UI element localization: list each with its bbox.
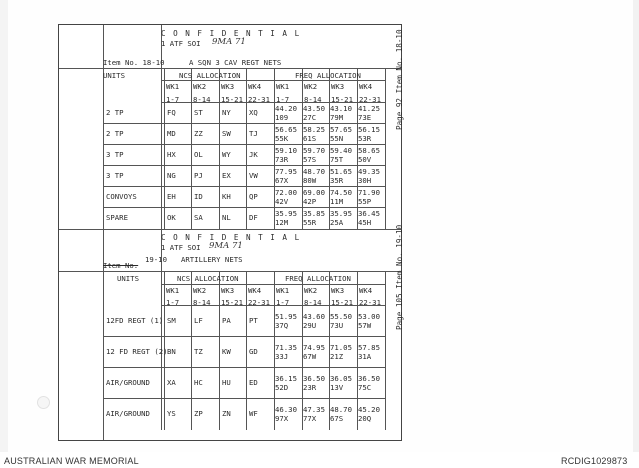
page-edge-right — [633, 0, 639, 452]
frequency-code: 53R — [358, 134, 372, 143]
frequency-code: 55N — [330, 134, 344, 143]
ncs-callsign: ID — [194, 192, 203, 201]
frequency-value: 48.70 — [330, 405, 352, 414]
frequency-value: 45.20 — [358, 405, 380, 414]
frequency-code: 21Z — [330, 352, 344, 361]
frequency-code: 52D — [275, 383, 289, 392]
frequency-code: 29U — [303, 321, 317, 330]
frequency-code: 45H — [358, 218, 372, 227]
ncs-callsign: ST — [194, 108, 203, 117]
frequency-code: 55R — [303, 218, 317, 227]
unit-name: AIR/GROUND — [106, 378, 150, 387]
ncs-callsign: FQ — [167, 108, 176, 117]
ncs-week-label: WK3 — [221, 286, 235, 295]
ncs-callsign: HU — [222, 378, 231, 387]
freq-day-range: 15-21 — [331, 95, 353, 104]
handwritten-date-1: 9MA 71 — [212, 37, 246, 47]
ncs-callsign: OK — [167, 213, 176, 222]
row-divider-line — [103, 207, 385, 208]
frequency-code: 20Q — [358, 414, 372, 423]
frequency-code: 23R — [303, 383, 317, 392]
frequency-value: 58.25 — [303, 125, 325, 134]
ncs-callsign: PA — [222, 316, 231, 325]
frequency-value: 49.35 — [358, 167, 380, 176]
frequency-code: 30H — [358, 176, 372, 185]
grid-vertical-line — [385, 271, 386, 430]
frequency-value: 36.15 — [275, 374, 297, 383]
frequency-value: 36.50 — [358, 374, 380, 383]
ncs-week-label: WK1 — [166, 82, 180, 91]
ncs-callsign: VW — [249, 171, 258, 180]
grid-vertical-line — [191, 68, 192, 229]
grid-vertical-line — [219, 68, 220, 229]
frequency-value: 72.00 — [275, 188, 297, 197]
frequency-code: 55K — [275, 134, 289, 143]
handwritten-date-2: 9MA 71 — [209, 241, 243, 251]
freq-week-label: WK1 — [276, 286, 290, 295]
grid-vertical-line — [161, 68, 162, 229]
unit-name: 2 TP — [106, 129, 124, 138]
ncs-week-label: WK2 — [193, 286, 207, 295]
frequency-code: 75C — [358, 383, 372, 392]
unit-name: AIR/GROUND — [106, 409, 150, 418]
frequency-code: 37Q — [275, 321, 289, 330]
item-label-struck-2: Item No. — [103, 261, 139, 270]
frequency-code: 57W — [358, 321, 372, 330]
frequency-code: 61S — [303, 134, 317, 143]
ncs-callsign: QP — [249, 192, 258, 201]
frequency-value: 71.90 — [358, 188, 380, 197]
ncs-allocation-header-2: NCS ALLOCATION — [177, 274, 239, 283]
punch-hole — [37, 396, 50, 409]
frequency-code: 33J — [275, 352, 289, 361]
freq-day-range: 22-31 — [359, 95, 381, 104]
ncs-week-label: WK4 — [248, 82, 262, 91]
freq-week-label: WK2 — [304, 286, 318, 295]
confidential-header-1: C O N F I D E N T I A L — [161, 29, 301, 38]
ncs-callsign: TZ — [194, 347, 203, 356]
ncs-day-range: 8-14 — [193, 298, 211, 307]
ncs-day-range: 22-31 — [248, 95, 270, 104]
ncs-callsign: KW — [222, 347, 231, 356]
grid-vertical-line — [103, 25, 104, 440]
ncs-callsign: ZN — [222, 409, 231, 418]
row-divider-line — [103, 123, 385, 124]
row-divider-line — [103, 144, 385, 145]
ncs-day-range: 1-7 — [166, 298, 180, 307]
ncs-day-range: 1-7 — [166, 95, 180, 104]
ncs-callsign: EX — [222, 171, 231, 180]
ncs-callsign: LF — [194, 316, 203, 325]
freq-day-range: 8-14 — [304, 95, 322, 104]
frequency-value: 74.50 — [330, 188, 352, 197]
freq-allocation-header-2: FREQ ALLOCATION — [285, 274, 351, 283]
ncs-week-label: WK2 — [193, 82, 207, 91]
row-divider-line — [103, 367, 385, 368]
frequency-code: 67S — [330, 414, 344, 423]
unit-name: 3 TP — [106, 150, 124, 159]
frequency-value: 56.65 — [275, 125, 297, 134]
row-divider-line — [103, 398, 385, 399]
frequency-code: 67X — [275, 176, 289, 185]
grid-vertical-line — [219, 271, 220, 430]
frequency-code: 80W — [303, 176, 317, 185]
freq-week-label: WK4 — [359, 286, 373, 295]
ncs-callsign: BN — [167, 347, 176, 356]
ncs-callsign: NY — [222, 108, 231, 117]
frequency-value: 55.50 — [330, 312, 352, 321]
grid-vertical-line — [246, 271, 247, 430]
frequency-code: 55P — [358, 197, 372, 206]
ncs-callsign: ZP — [194, 409, 203, 418]
soi-label-2: 1 ATF SOI — [161, 243, 201, 252]
freq-day-range: 22-31 — [359, 298, 381, 307]
ncs-week-label: WK1 — [166, 286, 180, 295]
margin-annotation-lower: Page 105 Item No. 19-10 — [395, 224, 404, 330]
footer-record-id: RCDIG1029873 — [561, 456, 628, 466]
ncs-callsign: HC — [194, 378, 203, 387]
frequency-value: 57.85 — [358, 343, 380, 352]
grid-horizontal-line — [59, 271, 401, 272]
frequency-value: 58.65 — [358, 146, 380, 155]
ncs-callsign: NL — [222, 213, 231, 222]
frequency-value: 51.65 — [330, 167, 352, 176]
frequency-value: 53.00 — [358, 312, 380, 321]
frequency-value: 48.70 — [303, 167, 325, 176]
ncs-callsign: PT — [249, 316, 258, 325]
grid-vertical-line — [191, 271, 192, 430]
freq-day-range: 1-7 — [276, 95, 290, 104]
ncs-callsign: EH — [167, 192, 176, 201]
section-title-1: A SQN 3 CAV REGT NETS — [189, 58, 282, 67]
frequency-value: 47.35 — [303, 405, 325, 414]
ncs-callsign: KH — [222, 192, 231, 201]
ncs-callsign: OL — [194, 150, 203, 159]
frequency-value: 41.25 — [358, 104, 380, 113]
unit-name: SPARE — [106, 213, 128, 222]
frequency-value: 59.70 — [303, 146, 325, 155]
ncs-callsign: YS — [167, 409, 176, 418]
footer-source-label: AUSTRALIAN WAR MEMORIAL — [4, 456, 139, 466]
unit-name: 3 TP — [106, 171, 124, 180]
frequency-code: 57S — [303, 155, 317, 164]
frequency-code: 75T — [330, 155, 344, 164]
soi-label-1: 1 ATF SOI — [161, 39, 201, 48]
frequency-code: 42V — [275, 197, 289, 206]
frequency-code: 27C — [303, 113, 317, 122]
ncs-callsign: WF — [249, 409, 258, 418]
freq-allocation-header-1: FREQ ALLOCATION — [295, 71, 361, 80]
ncs-callsign: JK — [249, 150, 258, 159]
frequency-code: 31A — [358, 352, 372, 361]
grid-horizontal-line — [161, 80, 385, 81]
ncs-callsign: DF — [249, 213, 258, 222]
unit-name: CONVOYS — [106, 192, 137, 201]
frequency-value: 77.95 — [275, 167, 297, 176]
section-divider-line — [59, 229, 401, 230]
frequency-value: 36.50 — [303, 374, 325, 383]
frequency-code: 73U — [330, 321, 344, 330]
ncs-week-label: WK3 — [221, 82, 235, 91]
frequency-value: 43.50 — [303, 104, 325, 113]
ncs-day-range: 22-31 — [248, 298, 270, 307]
ncs-day-range: 8-14 — [193, 95, 211, 104]
ncs-callsign: WY — [222, 150, 231, 159]
row-divider-line — [103, 165, 385, 166]
frequency-value: 36.45 — [358, 209, 380, 218]
frequency-code: 25A — [330, 218, 344, 227]
item-number-2: 19-10 — [145, 255, 167, 264]
ncs-allocation-header-1: NCS ALLOCATION — [179, 71, 241, 80]
frequency-value: 59.40 — [330, 146, 352, 155]
unit-name: 2 TP — [106, 108, 124, 117]
grid-vertical-line — [385, 68, 386, 229]
frequency-value: 71.05 — [330, 343, 352, 352]
ncs-callsign: MD — [167, 129, 176, 138]
frequency-value: 59.10 — [275, 146, 297, 155]
section-title-2: ARTILLERY NETS — [181, 255, 243, 264]
ncs-callsign: SM — [167, 316, 176, 325]
units-column-header-1: UNITS — [103, 71, 125, 80]
frequency-value: 56.15 — [358, 125, 380, 134]
freq-week-label: WK3 — [331, 82, 345, 91]
frequency-code: 67W — [303, 352, 317, 361]
frequency-value: 71.35 — [275, 343, 297, 352]
freq-day-range: 8-14 — [304, 298, 322, 307]
ncs-callsign: ZZ — [194, 129, 203, 138]
confidential-header-2: C O N F I D E N T I A L — [161, 233, 301, 242]
unit-name: 12FD REGT (1) — [106, 316, 164, 325]
frequency-value: 35.95 — [275, 209, 297, 218]
frequency-code: 12M — [275, 218, 289, 227]
ncs-callsign: TJ — [249, 129, 258, 138]
ncs-week-label: WK4 — [248, 286, 262, 295]
grid-horizontal-line — [161, 284, 385, 285]
ncs-callsign: SA — [194, 213, 203, 222]
freq-day-range: 15-21 — [331, 298, 353, 307]
ncs-day-range: 15-21 — [221, 298, 243, 307]
frequency-value: 36.05 — [330, 374, 352, 383]
frequency-code: 50V — [358, 155, 372, 164]
frequency-value: 43.10 — [330, 104, 352, 113]
frequency-code: 73R — [275, 155, 289, 164]
freq-week-label: WK4 — [359, 82, 373, 91]
grid-horizontal-line — [59, 68, 401, 69]
ncs-callsign: NG — [167, 171, 176, 180]
frequency-code: 11M — [330, 197, 344, 206]
frequency-value: 44.20 — [275, 104, 297, 113]
item-number-1: Item No. 18-10 — [103, 58, 165, 67]
grid-vertical-line — [164, 68, 165, 229]
frequency-code: 79M — [330, 113, 344, 122]
freq-week-label: WK1 — [276, 82, 290, 91]
ncs-callsign: SW — [222, 129, 231, 138]
ncs-callsign: XA — [167, 378, 176, 387]
row-divider-line — [103, 336, 385, 337]
signal-table-card — [58, 24, 402, 441]
freq-day-range: 1-7 — [276, 298, 290, 307]
frequency-code: 73E — [358, 113, 372, 122]
ncs-callsign: XQ — [249, 108, 258, 117]
frequency-code: 97X — [275, 414, 289, 423]
frequency-code: 13V — [330, 383, 344, 392]
freq-week-label: WK3 — [331, 286, 345, 295]
frequency-value: 43.60 — [303, 312, 325, 321]
ncs-callsign: ED — [249, 378, 258, 387]
ncs-day-range: 15-21 — [221, 95, 243, 104]
ncs-callsign: GD — [249, 347, 258, 356]
frequency-value: 46.30 — [275, 405, 297, 414]
ncs-callsign: PJ — [194, 171, 203, 180]
unit-name: 12 FD REGT (2) — [106, 347, 168, 356]
frequency-code: 35R — [330, 176, 344, 185]
grid-vertical-line — [246, 68, 247, 229]
ncs-callsign: HX — [167, 150, 176, 159]
frequency-value: 57.65 — [330, 125, 352, 134]
units-column-header-2: UNITS — [117, 274, 139, 283]
row-divider-line — [103, 186, 385, 187]
freq-week-label: WK2 — [304, 82, 318, 91]
frequency-code: 42P — [303, 197, 317, 206]
page-edge-left — [0, 0, 8, 452]
frequency-value: 69.00 — [303, 188, 325, 197]
frequency-code: 77X — [303, 414, 317, 423]
frequency-code: 109 — [275, 113, 289, 122]
frequency-value: 35.95 — [330, 209, 352, 218]
frequency-value: 51.95 — [275, 312, 297, 321]
frequency-value: 74.95 — [303, 343, 325, 352]
frequency-value: 35.85 — [303, 209, 325, 218]
margin-annotation-upper: Page 92 Item No. 18-10 — [395, 29, 404, 130]
